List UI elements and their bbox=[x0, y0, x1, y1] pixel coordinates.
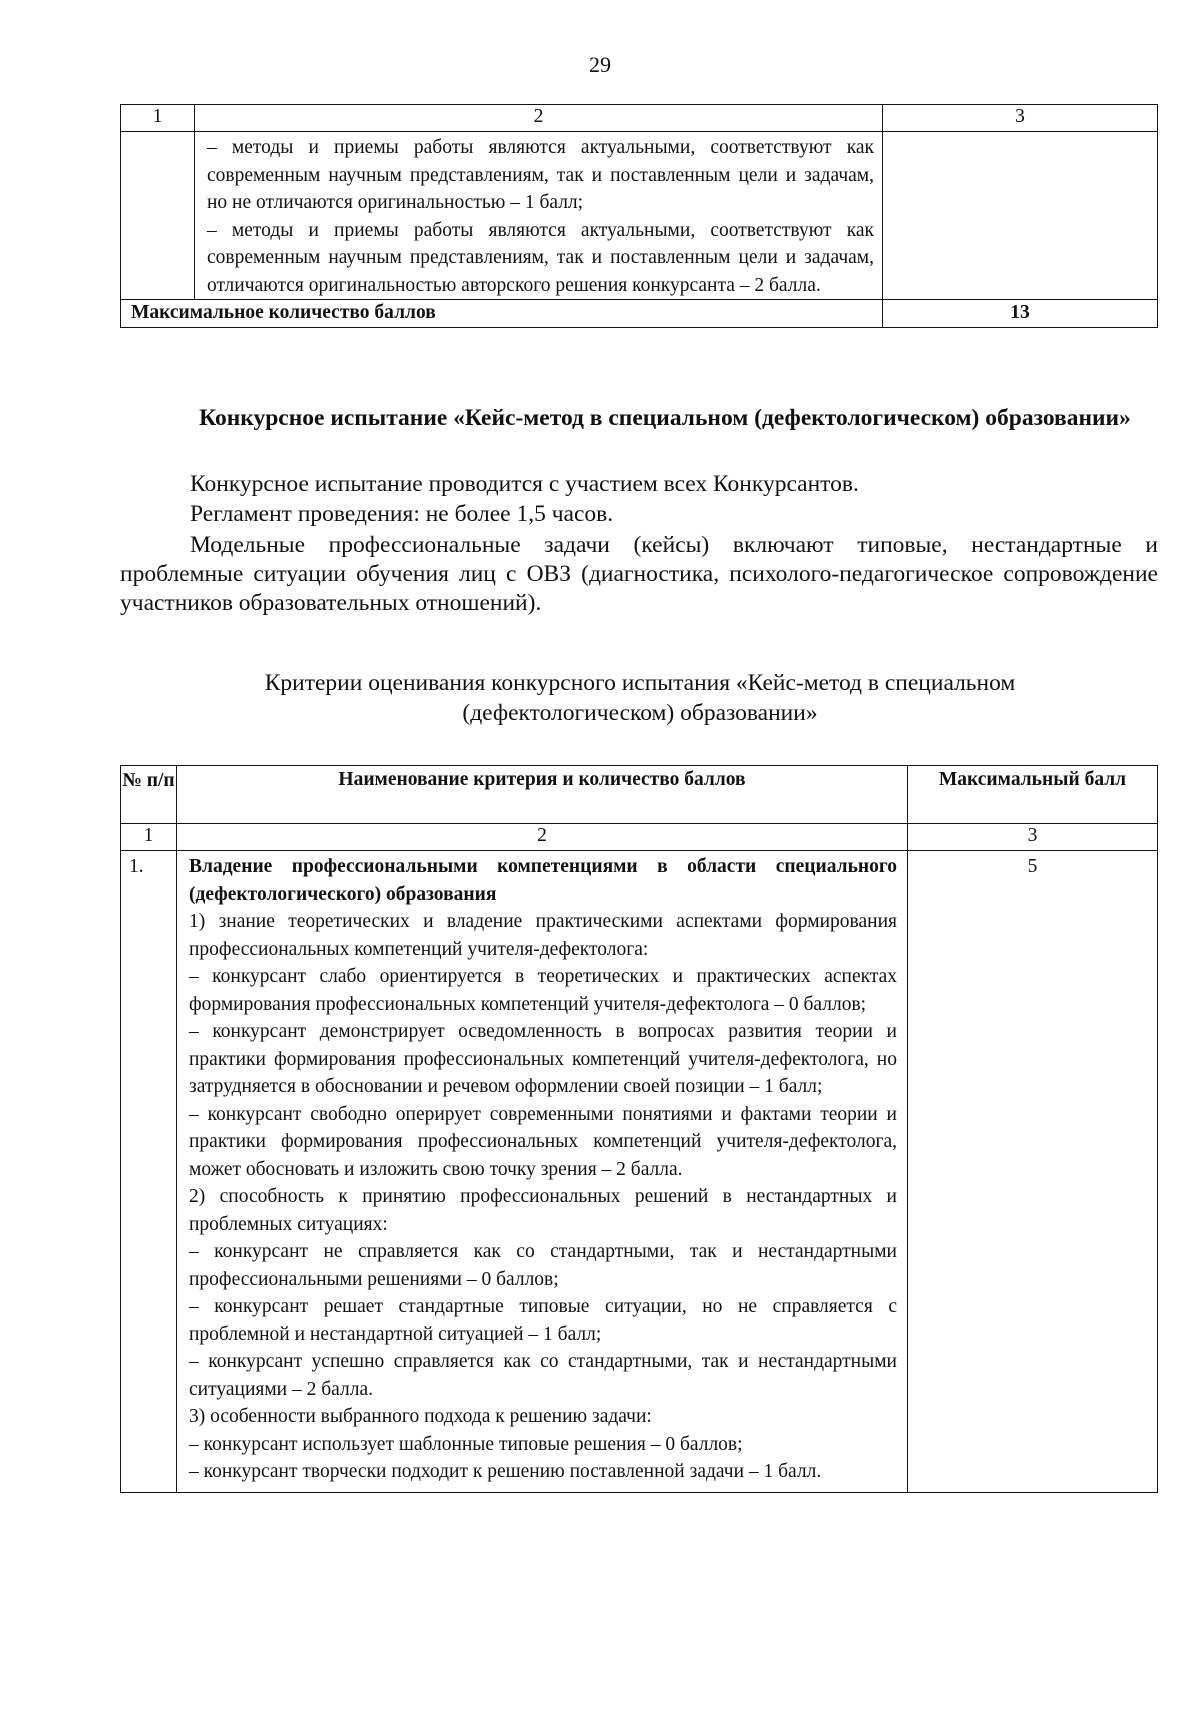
max-points-value: 13 bbox=[883, 300, 1158, 328]
max-points-row bbox=[121, 300, 1158, 328]
criteria-line: – конкурсант слабо ориентируется в теоретических и практических аспектах формирования профессиональных компетенций учителя-дефектолога – 0 баллов; bbox=[189, 966, 897, 1015]
criteria-line: 1) знание теоретических и владение практическими аспектами формирования профессиональных компетенций учителя-дефектолога: bbox=[189, 911, 897, 960]
row-number: 1. bbox=[121, 851, 177, 1493]
criteria-line: 3) особенности выбранного подхода к решению задачи: bbox=[189, 1406, 652, 1427]
criteria-line: – конкурсант использует шаблонные типовые решения – 0 баллов; bbox=[189, 1433, 743, 1455]
criteria-line: – конкурсант свободно оперирует современными понятиями и фактами теории и практики формирования профессиональных компетенций учителя-дефектолога, может обосновать и изложить свою точку зрения – 2 балла. bbox=[189, 1103, 897, 1180]
column-number-3: 3 bbox=[883, 105, 1158, 132]
max-points-value: 5 bbox=[908, 851, 1158, 1493]
table-header-row bbox=[121, 105, 1158, 132]
criterion-title: Владение профессиональными компетенциями в области специального (дефектологического) образования bbox=[189, 856, 897, 905]
criteria-table-continuation bbox=[120, 104, 1158, 328]
table-row bbox=[121, 132, 1158, 300]
criteria-line: 2) способность к принятию профессиональных решений в нестандартных и проблемных ситуациях: bbox=[189, 1186, 897, 1235]
criteria-line: – конкурсант не справляется как со стандартными, так и нестандартными профессиональными решениями – 0 баллов; bbox=[189, 1241, 897, 1290]
column-header-num: № п/п bbox=[121, 766, 177, 824]
paragraph-cases: Модельные профессиональные задачи (кейсы) включают типовые, нестандартные и проблемные ситуации обучения лиц с ОВЗ (диагностика, психолого-педагогическое сопровождение участников образовательных отношений). bbox=[120, 532, 1158, 616]
criteria-line: – методы и приемы работы являются актуальными, соответствуют как современным научным представлениям, так и поставленным цели и задачам, но не отличаются оригинальностью – 1 балл; bbox=[207, 137, 874, 213]
column-number-1: 1 bbox=[121, 105, 195, 132]
column-number-2: 2 bbox=[177, 824, 908, 851]
page-number: 29 bbox=[589, 52, 611, 77]
section-title: Конкурсное испытание «Кейс-метод в специальном (дефектологическом) образовании» bbox=[199, 405, 1131, 431]
empty-cell bbox=[121, 132, 195, 300]
column-header-max: Максимальный балл bbox=[908, 766, 1158, 824]
criteria-description-cell bbox=[177, 851, 908, 1493]
empty-cell bbox=[883, 132, 1158, 300]
paragraph-participants: Конкурсное испытание проводится с участием всех Конкурсантов. bbox=[190, 471, 859, 497]
criteria-line: – конкурсант решает стандартные типовые ситуации, но не справляется с проблемной и нестандартной ситуацией – 1 балл; bbox=[189, 1296, 897, 1345]
column-number-1: 1 bbox=[121, 824, 177, 851]
max-points-label: Максимальное количество баллов bbox=[121, 300, 883, 328]
column-header-name: Наименование критерия и количество баллов bbox=[177, 766, 908, 824]
column-number-3: 3 bbox=[908, 824, 1158, 851]
table-header-row bbox=[121, 766, 1158, 824]
criteria-table bbox=[120, 765, 1158, 1493]
criteria-title-line: (дефектологическом) образовании» bbox=[462, 700, 818, 726]
criteria-line: – конкурсант творчески подходит к решению поставленной задачи – 1 балл. bbox=[189, 1461, 822, 1482]
column-number-2: 2 bbox=[195, 105, 883, 132]
criteria-title-line: Критерии оценивания конкурсного испытания «Кейс-метод в специальном bbox=[264, 670, 1016, 696]
criteria-line: – конкурсант успешно справляется как со стандартными, так и нестандартными ситуациями – 2 балла. bbox=[189, 1351, 897, 1400]
table-row bbox=[121, 851, 1158, 1493]
paragraph-regulation: Регламент проведения: не более 1,5 часов. bbox=[190, 501, 614, 527]
column-numbers-row bbox=[121, 824, 1158, 851]
criteria-line: – методы и приемы работы являются актуальными, соответствуют как современным научным представлениям, так и поставленным цели и задачам, отличаются оригинальностью авторского решения конкурсанта – 2 балла. bbox=[207, 219, 874, 296]
criteria-description-cell bbox=[195, 132, 883, 300]
criteria-line: – конкурсант демонстрирует осведомленность в вопросах развития теории и практики формирования профессиональных компетенций учителя-дефектолога, но затрудняется в обосновании и речевом оформлении своей позиции – 1 балл; bbox=[189, 1021, 897, 1097]
criteria-title bbox=[140, 668, 1140, 728]
